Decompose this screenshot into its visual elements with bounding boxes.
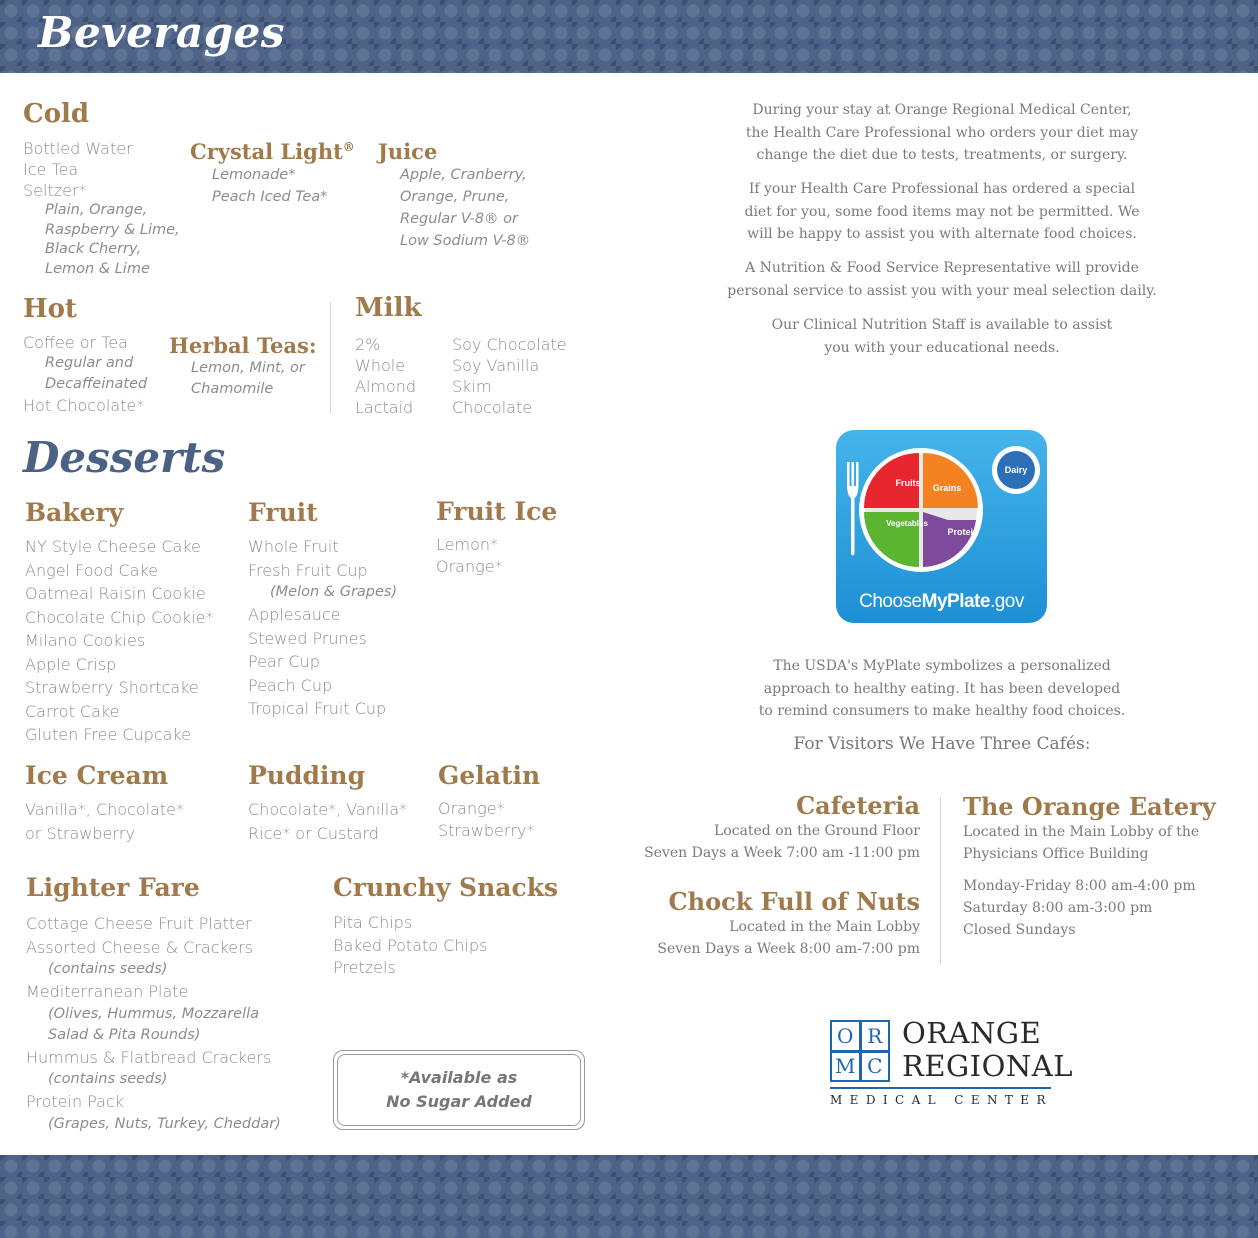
hot-section [23,332,147,416]
divider [940,797,941,965]
list-item: Coffee or Tea [23,333,128,352]
myplate-brand [836,591,1047,613]
list-item: Whole Fruit [248,537,339,556]
list-item: Chocolate*, Vanilla* [248,800,408,819]
text-line: A Nutrition & Food Service Representative will provide [745,260,1139,276]
list-item: Peach Iced Tea* [212,189,328,205]
info-paragraph-3 [726,257,1158,302]
list-item: Fresh Fruit Cup [248,560,368,580]
list-item: Stewed Prunes [248,628,367,648]
list-item: (contains seeds) [48,1071,168,1087]
list-item: Soy Vanilla [452,356,540,375]
list-item: Tropical Fruit Cup [248,699,387,718]
text-line: personal service to assist you with your meal selection daily. [727,282,1157,299]
list-item: Strawberry* [438,821,535,840]
list-item: Carrot Cake [25,701,120,721]
cafeteria-title: Cafeteria [796,791,920,820]
pudding-section [248,798,407,845]
list-item: Chamomile [191,381,274,397]
list-item: Chocolate [452,398,533,417]
list-item: Skim [452,377,492,396]
fruits-label: Fruits [895,478,921,488]
list-item: Hot Chocolate* [23,396,145,415]
list-item: Apple, Cranberry, [400,167,527,183]
list-item: Oatmeal Raisin Cookie [25,584,206,603]
juice-list [378,164,530,252]
list-item: Orange* [438,799,505,818]
list-item: Regular and [45,355,134,371]
gelatin-list [438,798,535,842]
list-item: Angel Food Cake [25,560,159,580]
ormc-logo-mark [830,1020,890,1082]
crystal-light-list [190,164,327,208]
myplate-caption [726,655,1158,723]
chock-full-title: Chock Full of Nuts [668,887,920,916]
list-item: Chocolate Chip Cookie* [25,607,214,627]
bottom-banner [0,1155,1258,1238]
list-item: Peach Cup [248,675,333,695]
milk-col2 [452,334,567,418]
list-item: Pita Chips [333,913,413,932]
brand-part: Choose [859,591,922,612]
no-sugar-line-1: *Available as [400,1068,518,1087]
fruit-list [248,535,397,721]
hot-list [23,332,147,416]
logo-letter: R [862,1022,889,1050]
herbal-section [169,358,305,400]
orange-eatery-hours-2: Saturday 8:00 am-3:00 pm [963,900,1153,916]
list-item: Orange* [436,557,503,576]
orange-eatery-location-2: Physicians Office Building [963,846,1149,862]
list-item: Ice Tea [23,160,79,179]
list-item: 2% [355,335,381,354]
list-item: Hummus & Flatbread Crackers [26,1047,272,1067]
list-item: Decaffeinated [45,376,148,392]
chock-full-location: Located in the Main Lobby [729,919,920,935]
fork-icon [847,462,859,556]
orange-eatery-location-1: Located in the Main Lobby of the [963,824,1200,840]
fruit-ice-heading: Fruit Ice [436,497,558,526]
gelatin-section [438,798,535,842]
herbal-teas-heading: Herbal Teas: [169,333,317,358]
cold-heading: Cold [23,99,90,129]
crunchy-snacks-section [333,912,487,980]
milk-col1 [355,334,416,418]
text-line: During your stay at Orange Regional Medical Center, [752,102,1132,118]
orange-eatery-block [963,792,1216,941]
list-item: Raspberry & Lime, [45,221,180,238]
registered-mark: ® [342,140,355,154]
juice-heading: Juice [378,139,438,164]
list-item: Milano Cookies [25,631,146,650]
crystal-light-section [190,164,327,208]
list-item: Regular V-8® or [400,211,518,227]
list-item: Lemonade* [212,167,296,183]
herbal-list [169,358,305,400]
list-item: Salad & Pita Rounds) [48,1026,201,1043]
list-item: Rice* or Custard [248,823,379,843]
list-item: Low Sodium V-8® [400,233,531,249]
cafeteria-block [644,791,920,864]
text-line: Our Clinical Nutrition Staff is available to assist [771,317,1113,333]
text-line: will be happy to assist you with alternate food choices. [747,226,1137,242]
divider [330,302,331,414]
list-item: Orange, Prune, [400,189,510,205]
logo-orange: ORANGE [902,1016,1042,1050]
text-line: you with your educational needs. [824,339,1060,356]
crunchy-snacks-list [333,912,487,980]
text-line: the Health Care Professional who orders your diet may [745,124,1139,141]
list-item: (Grapes, Nuts, Turkey, Cheddar) [48,1115,281,1132]
list-item: Apple Crisp [25,654,117,674]
desserts-title: Desserts [23,433,226,482]
fruit-ice-list [436,534,503,578]
pudding-heading: Pudding [248,761,366,790]
crystal-light-heading [190,139,355,164]
grains-label: Grains [932,483,962,493]
cafeteria-hours: Seven Days a Week 7:00 am -11:00 pm [644,845,920,861]
top-banner [0,0,1258,73]
list-item: Assorted Cheese & Crackers [26,937,253,957]
orange-eatery-hours-3: Closed Sundays [963,922,1076,938]
no-sugar-note [333,1050,585,1130]
brand-part-bold: MyPlate [921,591,990,612]
list-item: Applesauce [248,605,341,624]
list-item: Seltzer* [23,181,87,200]
list-item: Lemon & Lime [45,260,150,277]
list-item: Gluten Free Cupcake [25,725,191,744]
vegetables-label: Vegetables [886,519,928,528]
list-item: Cottage Cheese Fruit Platter [26,914,252,933]
protein-label: Protein [947,527,979,537]
list-item: or Strawberry [25,823,135,843]
list-item: Mediterranean Plate [26,982,189,1001]
list-item: Pear Cup [248,652,320,671]
logo-letter: M [832,1053,859,1081]
dairy-label: Dairy [1004,465,1028,475]
logo-letter: C [862,1053,889,1081]
info-paragraph-2 [726,178,1158,246]
text-line: If your Health Care Professional has ordered a special [748,181,1136,197]
logo-letter: O [832,1022,859,1050]
bakery-section [25,535,213,747]
milk-list-1 [355,334,416,418]
fruit-section [248,535,397,721]
list-item: Protein Pack [26,1092,124,1111]
text-line: approach to healthy eating. It has been developed [763,680,1121,697]
text-line: change the diet due to tests, treatments, or surgery. [756,147,1128,163]
pudding-list [248,798,407,845]
no-sugar-line-2: No Sugar Added [386,1092,532,1111]
chock-full-block [657,887,920,960]
list-item: Bottled Water [23,139,133,158]
visitors-heading: For Visitors We Have Three Cafés: [793,734,1091,754]
cafeteria-location: Located on the Ground Floor [713,823,920,839]
grains-segment [923,453,978,508]
list-item: Whole [355,356,406,375]
list-item: (Olives, Hummus, Mozzarella [48,1005,260,1022]
list-item: (Melon & Grapes) [270,584,398,600]
list-item: Almond [355,377,417,396]
juice-section [378,164,530,252]
text-line: The USDA's MyPlate symbolizes a personalized [773,658,1111,674]
ice-cream-section [25,798,184,845]
logo-regional: REGIONAL [902,1049,1073,1083]
list-item: Lactaid [355,398,414,417]
cold-section [23,138,180,279]
hot-heading: Hot [23,294,77,324]
lighter-fare-heading: Lighter Fare [26,873,200,902]
milk-heading: Milk [355,293,422,323]
fruit-heading: Fruit [248,498,318,527]
logo-rule [830,1087,1051,1089]
text-line: to remind consumers to make healthy food choices. [758,703,1126,719]
protein-segment [923,512,979,567]
list-item: Plain, Orange, [45,202,148,218]
page-title: Beverages [38,8,285,57]
info-paragraph-1 [726,99,1158,167]
chock-full-hours: Seven Days a Week 8:00 am-7:00 pm [657,941,920,957]
list-item: Pretzels [333,958,396,977]
brand-part: .gov [989,591,1024,612]
list-item: NY Style Cheese Cake [25,537,201,556]
list-item: Soy Chocolate [452,335,567,354]
bakery-heading: Bakery [25,498,124,527]
lighter-fare-list [26,912,281,1135]
crunchy-snacks-heading: Crunchy Snacks [333,873,559,902]
list-item: Vanilla*, Chocolate* [25,800,185,819]
info-paragraph-4 [726,314,1158,359]
text-line: diet for you, some food items may not be permitted. We [744,203,1140,220]
milk-list-2 [452,334,567,418]
orange-eatery-hours-1: Monday-Friday 8:00 am-4:00 pm [963,878,1196,894]
crystal-light-title: Crystal Light [190,139,343,164]
list-item: Baked Potato Chips [333,935,488,955]
no-sugar-note-inner [337,1054,581,1126]
ice-cream-heading: Ice Cream [25,761,169,790]
list-item: (contains seeds) [48,961,168,977]
lighter-fare-section [26,912,281,1135]
orange-eatery-title: The Orange Eatery [963,792,1216,821]
bakery-list [25,535,213,747]
logo-medical-center: MEDICAL CENTER [830,1093,1053,1107]
list-item: Lemon, Mint, or [191,360,305,376]
cold-list [23,138,180,279]
list-item: Lemon* [436,535,498,554]
list-item: Strawberry Shortcake [25,678,199,697]
list-item: Black Cherry, [45,241,142,257]
myplate-logo [836,430,1047,623]
gelatin-heading: Gelatin [438,761,541,790]
fruit-ice-section [436,534,503,578]
ice-cream-list [25,798,184,845]
